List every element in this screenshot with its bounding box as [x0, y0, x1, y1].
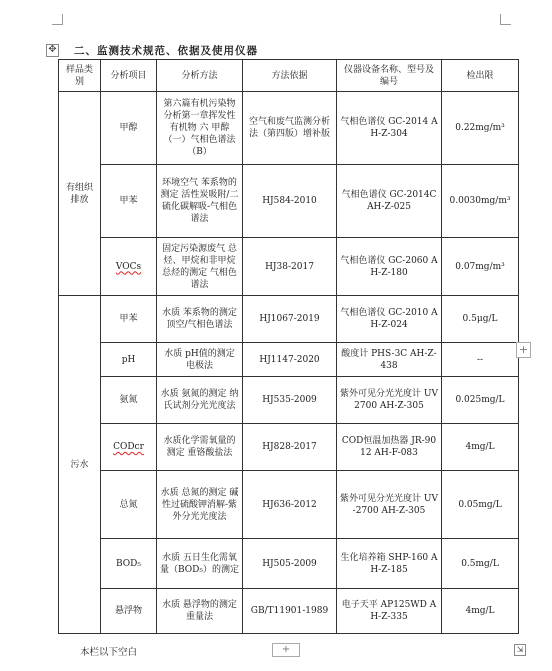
category-cell: 有组织排放: [59, 92, 101, 296]
item-cell: 甲苯: [101, 165, 157, 238]
table-row: [59, 539, 519, 589]
section-heading: 二、监测技术规范、依据及使用仪器: [74, 45, 258, 57]
table-row: [59, 471, 519, 539]
table-row: [59, 377, 519, 424]
instrument-cell: 气相色谱仪 GC-2014 AH-Z-304: [337, 92, 442, 165]
method-cell: 水质 悬浮物的测定 重量法: [157, 589, 243, 634]
header-cell: 仪器设备名称、型号及编号: [337, 60, 442, 92]
header-cell: 检出限: [442, 60, 519, 92]
header-cell: 分析项目: [101, 60, 157, 92]
table-resize-handle-icon[interactable]: ⇲: [514, 644, 526, 656]
basis-cell: GB/T11901-1989: [243, 589, 337, 634]
method-cell: 水质 pH值的测定 电极法: [157, 343, 243, 377]
table-row: [59, 92, 519, 165]
basis-cell: HJ505-2009: [243, 539, 337, 589]
table-row: [59, 296, 519, 343]
table-row: [59, 165, 519, 238]
limit-cell: 4mg/L: [442, 424, 519, 471]
item-cell: 总氮: [101, 471, 157, 539]
method-cell: 固定污染源废气 总烃、甲烷和非甲烷总烃的测定 气相色谱法: [157, 238, 243, 296]
limit-cell: 4mg/L: [442, 589, 519, 634]
item-cell: pH: [101, 343, 157, 377]
item-cell: [101, 238, 157, 296]
basis-cell: HJ1067-2019: [243, 296, 337, 343]
header-cell: 样品类别: [59, 60, 101, 92]
limit-cell: 0.025mg/L: [442, 377, 519, 424]
item-cell: [101, 424, 157, 471]
instrument-cell: 气相色谱仪 GC-2014C AH-Z-025: [337, 165, 442, 238]
page-corner-mark: [500, 14, 511, 25]
limit-cell: 0.5μg/L: [442, 296, 519, 343]
method-cell: 第六篇有机污染物分析第一章挥发性有机物 六 甲醇（一）气相色谱法（B）: [157, 92, 243, 165]
item-cell: 甲醇: [101, 92, 157, 165]
instrument-cell: 酸度计 PHS-3C AH-Z-438: [337, 343, 442, 377]
item-cell: BOD₅: [101, 539, 157, 589]
instrument-cell: 气相色谱仪 GC-2010 AH-Z-024: [337, 296, 442, 343]
blank-below-note: 本栏以下空白: [80, 647, 138, 658]
limit-cell: 0.5mg/L: [442, 539, 519, 589]
table-row: [59, 424, 519, 471]
method-cell: 水质 苯系物的测定 顶空/气相色谱法: [157, 296, 243, 343]
item-cell: 悬浮物: [101, 589, 157, 634]
page-corner-mark: [52, 14, 63, 25]
basis-cell: HJ535-2009: [243, 377, 337, 424]
header-cell: 方法依据: [243, 60, 337, 92]
table-header-row: [59, 60, 519, 92]
monitoring-methods-table: [58, 59, 519, 634]
method-cell: 水质化学需氧量的测定 重铬酸盐法: [157, 424, 243, 471]
method-cell: 水质 氨氮的测定 纳氏试剂分光光度法: [157, 377, 243, 424]
basis-cell: HJ584-2010: [243, 165, 337, 238]
instrument-cell: 生化培养箱 SHP-160 AH-Z-185: [337, 539, 442, 589]
method-cell: 水质 五日生化需氧量（BOD₅）的测定: [157, 539, 243, 589]
limit-cell: 0.05mg/L: [442, 471, 519, 539]
instrument-cell: 电子天平 AP125WD AH-Z-335: [337, 589, 442, 634]
basis-cell: HJ636-2012: [243, 471, 337, 539]
limit-cell: 0.0030mg/m³: [442, 165, 519, 238]
basis-cell: HJ828-2017: [243, 424, 337, 471]
limit-cell: 0.22mg/m³: [442, 92, 519, 165]
instrument-cell: 紫外可见分光光度计 UV2700 AH-Z-305: [337, 377, 442, 424]
method-cell: 水质 总氮的测定 碱性过硫酸钾消解-紫外分光光度法: [157, 471, 243, 539]
add-row-button[interactable]: +: [516, 342, 531, 358]
table-row: [59, 238, 519, 296]
item-cell: 甲苯: [101, 296, 157, 343]
instrument-cell: COD恒温加热器 JR-9012 AH-F-083: [337, 424, 442, 471]
limit-cell: 0.07mg/m³: [442, 238, 519, 296]
instrument-cell: 紫外可见分光光度计 UV-2700 AH-Z-305: [337, 471, 442, 539]
method-cell: 环境空气 苯系物的测定 活性炭吸附/二硫化碳解吸-气相色谱法: [157, 165, 243, 238]
basis-cell: HJ1147-2020: [243, 343, 337, 377]
spellcheck-flagged-text[interactable]: CODcr: [113, 442, 144, 452]
header-cell: 分析方法: [157, 60, 243, 92]
spellcheck-flagged-text[interactable]: VOCs: [115, 261, 142, 272]
table-move-handle-icon[interactable]: ✥: [46, 44, 59, 57]
item-cell: 氨氮: [101, 377, 157, 424]
table-row: [59, 343, 519, 377]
basis-cell: HJ38-2017: [243, 238, 337, 296]
limit-cell: --: [442, 343, 519, 377]
instrument-cell: 气相色谱仪 GC-2060 AH-Z-180: [337, 238, 442, 296]
add-column-button[interactable]: +: [272, 643, 300, 657]
category-cell: 污水: [59, 296, 101, 634]
table-row: [59, 589, 519, 634]
basis-cell: 空气和废气监测分析法（第四版）增补版: [243, 92, 337, 165]
